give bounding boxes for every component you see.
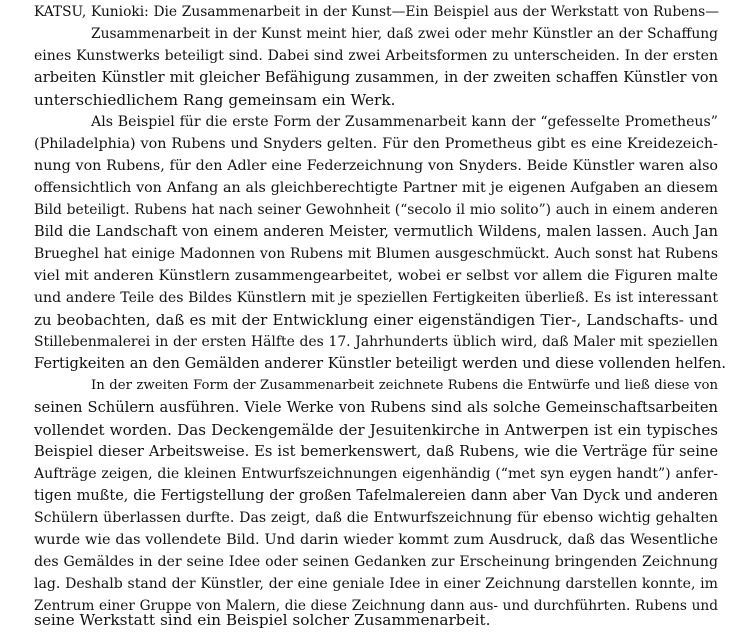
text-line-content: Zusammenarbeit in der Kunst meint hier, daß zwei oder mehr Künstler an der Schaffung	[91, 26, 718, 42]
text-line	[0, 66, 750, 90]
text-line	[0, 44, 750, 68]
text-line-content: nung von Rubens, für den Adler eine Federzeichnung von Snyders. Beide Künstler waren also	[34, 158, 718, 174]
heading-line	[0, 0, 750, 24]
text-line	[0, 88, 750, 112]
text-line-content: und andere Teile des Bildes Künstlern mit je speziellen Fertigkeiten überließ. Es ist interessant	[34, 290, 718, 306]
text-line-content: wurde wie das vollendete Bild. Und darin wieder kommt zum Ausdruck, daß das Wesentliche	[34, 532, 718, 548]
text-line	[0, 608, 750, 632]
text-line-content: unterschiedlichem Rang gemeinsam ein Werk.	[34, 91, 396, 109]
text-line-content: lag. Deshalb stand der Künstler, der eine geniale Idee in einer Zeichnung darstellen konnte, im	[34, 576, 718, 592]
text-line-content: tigen mußte, die Fertigstellung der großen Tafelmalereien dann aber Van Dyck und anderen	[34, 488, 718, 504]
text-line-content: Bild die Landschaft von einem anderen Meister, vermutlich Wildens, malen lassen. Auch Jan	[34, 224, 718, 240]
text-line-content: eines Kunstwerks beteiligt sind. Dabei sind zwei Arbeitsformen zu unterscheiden. In der ersten	[34, 48, 718, 64]
text-line-content: offensichtlich von Anfang an als gleichberechtigte Partner mit je eigenen Aufgaben an diesem	[34, 180, 718, 196]
text-line	[0, 242, 750, 266]
text-line	[0, 264, 750, 288]
text-line-content: arbeiten Künstler mit gleicher Befähigung zusammen, in der zweiten schaffen Künstler von	[34, 69, 718, 86]
text-line-content: viel mit anderen Künstlern zusammengearbeitet, wobei er selbst vor allem die Figuren malte	[34, 268, 718, 284]
text-line-content: (Philadelphia) von Rubens und Snyders gelten. Für den Prometheus gibt es eine Kreidezeich-	[34, 136, 718, 152]
text-line-content: Brueghel hat einige Madonnen von Rubens mit Blumen ausgeschmückt. Auch sonst hat Rubens	[34, 246, 718, 262]
text-line-content: seinen Schülern ausführen. Viele Werke von Rubens sind als solche Gemeinschaftsarbeiten	[34, 399, 718, 416]
text-line	[0, 440, 750, 464]
text-line-content: In der zweiten Form der Zusammenarbeit zeichnete Rubens die Entwürfe und ließ diese von	[91, 378, 718, 393]
text-line-content: Zentrum einer Gruppe von Malern, die diese Zeichnung dann aus- und durchführten. Rubens und	[34, 598, 718, 614]
text-line	[0, 176, 750, 200]
text-line-content: des Gemäldes in der seine Idee oder seinen Gedanken zur Erscheinung bringenden Zeichnung	[34, 554, 718, 570]
text-line-content: Aufträge zeigen, die kleinen Entwurfszeichnungen eigenhändig (“met syn eygen handt”) anfer-	[34, 466, 718, 482]
text-line	[0, 352, 750, 376]
text-line	[0, 374, 750, 398]
text-line	[0, 154, 750, 178]
text-line	[0, 418, 750, 442]
text-line	[0, 528, 750, 552]
text-line	[0, 550, 750, 574]
text-line-content: Stillebenmalerei in der ersten Hälfte des 17. Jahrhunderts üblich wird, daß Maler mit speziellen	[34, 334, 718, 350]
text-line-content: seine Werkstatt sind ein Beispiel solcher Zusammenarbeit.	[34, 611, 491, 629]
text-line-content: Als Beispiel für die erste Form der Zusammenarbeit kann der “gefesselte Prometheus”	[91, 114, 718, 130]
text-line	[0, 308, 750, 332]
text-line	[0, 462, 750, 486]
text-line	[0, 484, 750, 508]
text-line	[0, 396, 750, 420]
text-line	[0, 220, 750, 244]
text-line-content: Beispiel dieser Arbeitsweise. Es ist bemerkenswert, daß Rubens, wie die Verträge für seine	[34, 443, 718, 460]
text-line	[0, 198, 750, 222]
text-line	[0, 572, 750, 596]
text-line-content: zu beobachten, daß es mit der Entwicklung einer eigenständigen Tier-, Landschafts- und	[34, 311, 718, 329]
text-line-content: Schülern überlassen durfte. Das zeigt, daß die Entwurfszeichnung für ebenso wichtig gehalten	[34, 510, 718, 526]
text-line	[0, 286, 750, 310]
document-heading: KATSU, Kunioki: Die Zusammenarbeit in der Kunst—Ein Beispiel aus der Werkstatt von Rubens—	[34, 4, 719, 20]
text-line	[0, 110, 750, 134]
text-line-content: vollendet worden. Das Deckengemälde der Jesuitenkirche in Antwerpen ist ein typisches	[34, 421, 718, 439]
text-line	[0, 506, 750, 530]
text-line-content: Bild beteiligt. Rubens hat nach seiner Gewohnheit (“secolo il mio solito”) auch in einem anderen	[34, 202, 718, 218]
text-line-content: Fertigkeiten an den Gemälden anderer Künstler beteiligt werden und diese vollenden helfen.	[34, 355, 727, 372]
text-line	[0, 132, 750, 156]
text-line	[0, 22, 750, 46]
text-line	[0, 330, 750, 354]
